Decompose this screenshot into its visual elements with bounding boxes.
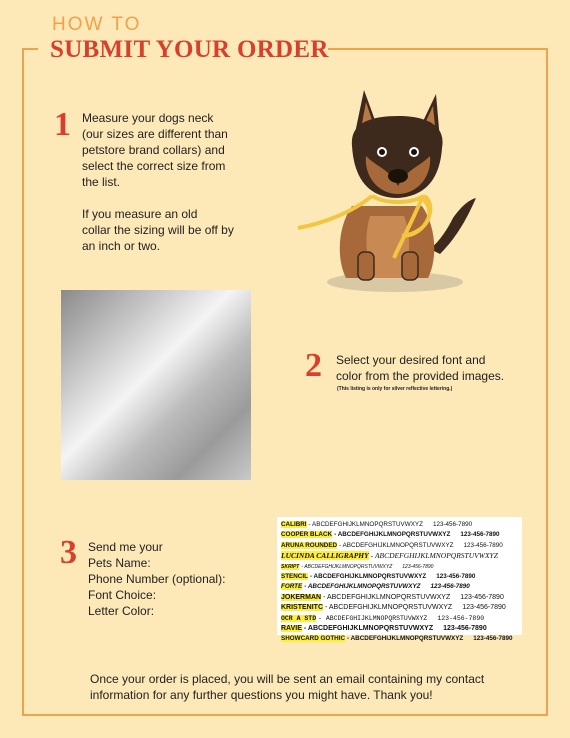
closing-line: Once your order is placed, you will be sent an email containing my contact: [90, 672, 485, 686]
step-3-line: Send me your: [88, 540, 163, 554]
step-3-line: Letter Color:: [88, 604, 155, 618]
page-title: SUBMIT YOUR ORDER: [50, 36, 329, 63]
step-3-number: 3: [60, 534, 77, 571]
font-sample-row: KRISTENITC - ABCDEFGHIJKLMNOPQRSTUVWXYZ 123-456-7890: [281, 604, 506, 612]
step-1-line: the list.: [82, 175, 121, 189]
step-2-text: [336, 352, 504, 384]
step-3-line: Font Choice:: [88, 588, 157, 602]
step-1-extra-line: an inch or two.: [82, 239, 161, 253]
dog-icon: [290, 86, 490, 296]
step-1-line: petstore brand collars) and: [82, 143, 225, 157]
step-1-line: (our sizes are different than: [82, 127, 228, 141]
silver-reflective-swatch: [61, 290, 251, 480]
step-3-line: Phone Number (optional):: [88, 572, 226, 586]
font-sample-row: SKRIPT - ABCDEFGHIJKLMNOPQRSTUVWXYZ 123-456-7890: [281, 563, 434, 570]
step-1-extra-line: collar the sizing will be off by: [82, 223, 234, 237]
step-3-text: [88, 539, 225, 619]
font-sample-row: FORTE - ABCDEFGHIJKLMNOPQRSTUVWXYZ 123-456-7890: [281, 583, 470, 591]
font-sample-row: CALIBRI - ABCDEFGHIJKLMNOPQRSTUVWXYZ 123-456-7890: [281, 521, 473, 528]
font-sample-row: STENCIL - ABCDEFGHIJKLMNOPQRSTUVWXYZ 123-456-7890: [281, 573, 476, 581]
font-sample-row: LUCINDA CALLIGRAPHY - ABCDEFGHIJKLMNOPQRSTUVWXYZ: [281, 551, 498, 561]
closing-line: information for any further questions you might have. Thank you!: [90, 688, 433, 702]
font-sample-row: RAVIE - ABCDEFGHIJKLMNOPQRSTUVWXYZ 123-456-7890: [281, 625, 487, 633]
title-how-to: HOW TO: [52, 14, 142, 35]
step-3-line: Pets Name:: [88, 556, 151, 570]
step-1-extra-line: If you measure an old: [82, 207, 198, 221]
closing-message: [90, 671, 490, 703]
step-1-number: 1: [54, 106, 71, 143]
font-sample-row: COOPER BLACK - ABCDEFGHIJKLMNOPQRSTUVWXYZ 123-456-7890: [281, 531, 500, 539]
step-1-line: Measure your dogs neck: [82, 111, 214, 125]
step-2-number: 2: [305, 347, 322, 384]
step-2-note: (This listing is only for silver reflective lettering.): [337, 386, 453, 392]
step-1-text: [82, 110, 234, 254]
font-samples-chart: [277, 517, 522, 643]
font-sample-row: JOKERMAN - ABCDEFGHIJKLMNOPQRSTUVWXYZ 123-456-7890: [281, 593, 504, 601]
step-2-line: Select your desired font and: [336, 353, 486, 367]
step-2-line: color from the provided images.: [336, 369, 505, 383]
step-1-line: select the correct size from: [82, 159, 226, 173]
font-sample-row: ARUNA ROUNDED - ABCDEFGHIJKLMNOPQRSTUVWXYZ 123-456-7890: [281, 541, 503, 549]
font-sample-row: OCR A STD - ABCDEFGHIJKLMNOPQRSTUVWXYZ 123-456-7890: [281, 614, 485, 622]
font-sample-row: SHOWCARD GOTHIC - ABCDEFGHIJKLMNOPQRSTUVWXYZ 123-456-7890: [281, 635, 513, 643]
